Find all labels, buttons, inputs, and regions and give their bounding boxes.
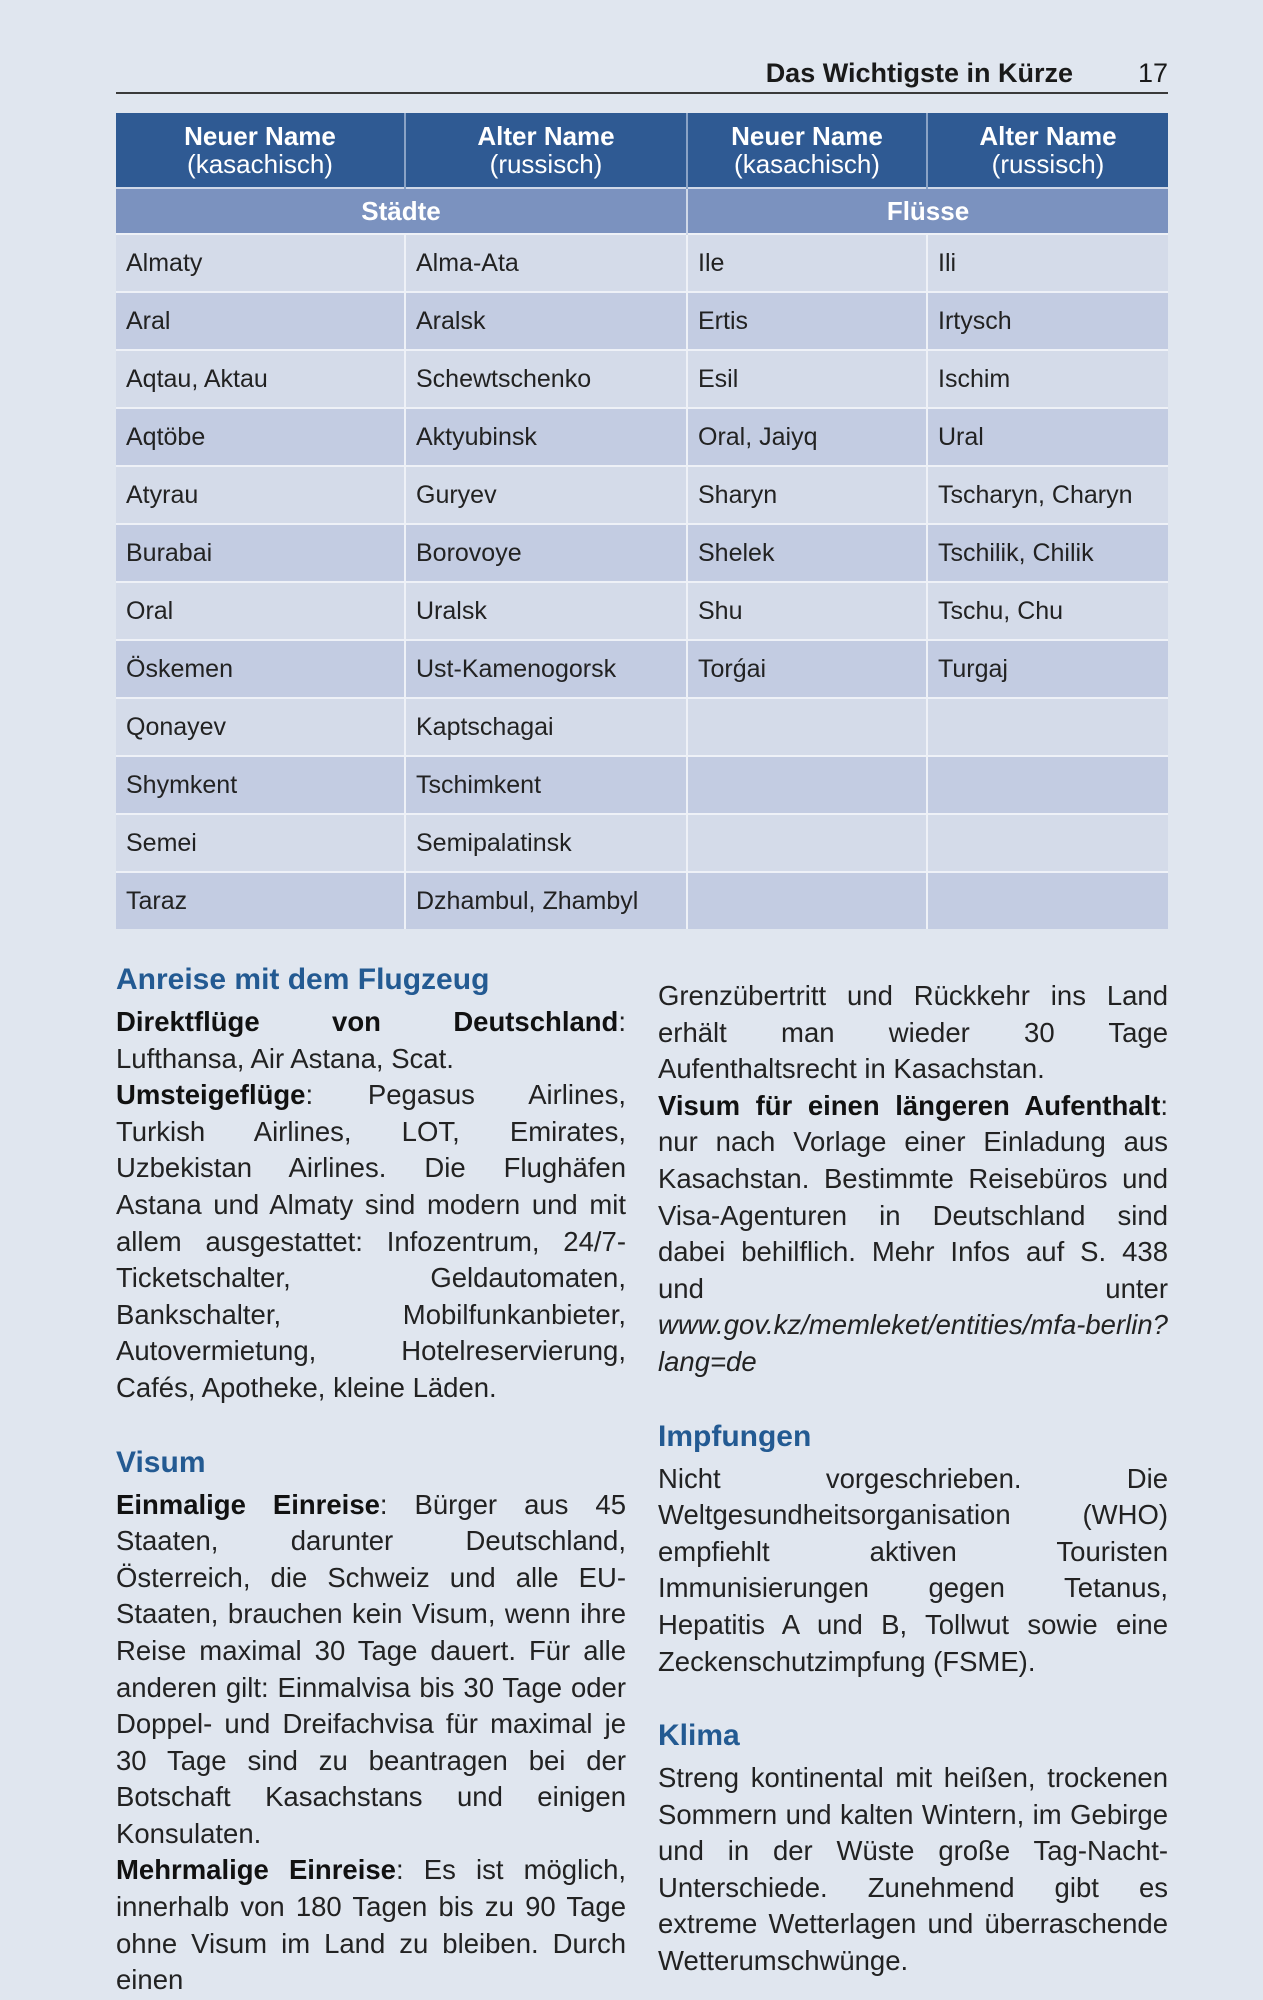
visa-continued-paragraph: Grenzübertritt und Rückkehr ins Land erhält man wieder 30 Tage Aufenthaltsrecht in Kasachstan. (658, 980, 1168, 1085)
climate-heading: Klima (658, 1719, 740, 1753)
column-header: Alter Name (russisch) (927, 113, 1168, 188)
city-old-name-cell: Alma-Ata (405, 234, 687, 292)
name-table (116, 113, 1168, 929)
visa-multi-paragraph: Mehrmalige Einreise: Es ist möglich, innerhalb von 180 Tagen bis zu 90 Tage ohne Visum im Land zu bleiben. Durch einen (116, 1854, 626, 1996)
city-old-name-cell: Aktyubinsk (405, 408, 687, 466)
group-header-row (116, 188, 1168, 234)
river-new-name-cell: Shu (687, 582, 927, 640)
city-new-name-cell: Öskemen (116, 640, 405, 698)
city-old-name-cell: Guryev (405, 466, 687, 524)
column-header: Neuer Name (kasachisch) (687, 113, 927, 188)
right-column (658, 978, 1168, 1980)
city-new-name-cell: Shymkent (116, 756, 405, 814)
flight-direct-paragraph: Direktflüge von Deutschland: Lufthansa, Air Astana, Scat. (116, 1006, 626, 1074)
running-title: Das Wichtigste in Kürze (765, 58, 1073, 88)
river-old-name-cell: Turgaj (927, 640, 1168, 698)
city-new-name-cell: Almaty (116, 234, 405, 292)
climate-paragraph: Streng kontinental mit heißen, trockenen Sommern und kalten Wintern, im Gebirge und in der Wüste große Tag-Nacht-Unterschiede. Zunehmend gibt es extreme Wetterlagen und überraschende Wetterumschwünge. (658, 1762, 1168, 1977)
multi-entry-label: Mehrmalige Einreise (116, 1854, 396, 1886)
city-new-name-cell: Taraz (116, 872, 405, 929)
river-new-name-cell: Shelek (687, 524, 927, 582)
river-old-name-cell: Tschilik, Chilik (927, 524, 1168, 582)
group-header-rivers: Flüsse (687, 188, 1168, 234)
table-row (116, 698, 1168, 756)
river-new-name-cell (687, 814, 927, 872)
city-new-name-cell: Aqtau, Aktau (116, 350, 405, 408)
river-old-name-cell: Tschu, Chu (927, 582, 1168, 640)
river-new-name-cell (687, 756, 927, 814)
table-row (116, 466, 1168, 524)
river-old-name-cell (927, 698, 1168, 756)
table-row (116, 350, 1168, 408)
river-new-name-cell: Ile (687, 234, 927, 292)
river-old-name-cell (927, 872, 1168, 929)
river-old-name-cell: Ural (927, 408, 1168, 466)
column-header-row (116, 113, 1168, 188)
table-row (116, 292, 1168, 350)
city-old-name-cell: Ust-Kamenogorsk (405, 640, 687, 698)
city-new-name-cell: Burabai (116, 524, 405, 582)
city-old-name-cell: Tschimkent (405, 756, 687, 814)
river-old-name-cell (927, 756, 1168, 814)
river-new-name-cell (687, 698, 927, 756)
river-new-name-cell: Ertis (687, 292, 927, 350)
river-new-name-cell: Sharyn (687, 466, 927, 524)
group-header-cities: Städte (116, 188, 687, 234)
city-new-name-cell: Aqtöbe (116, 408, 405, 466)
embassy-url: www.gov.kz/memleket/entities/mfa-berlin?lang=de (658, 1309, 1168, 1377)
river-old-name-cell (927, 814, 1168, 872)
city-new-name-cell: Atyrau (116, 466, 405, 524)
single-entry-label: Einmalige Einreise (116, 1488, 380, 1520)
long-stay-label: Visum für einen längeren Aufenthalt (658, 1089, 1161, 1121)
vaccination-paragraph: Nicht vorgeschrieben. Die Weltgesundheitsorganisation (WHO) empfiehlt aktiven Touristen Immunisierungen gegen Tetanus, Hepatitis A und B, Tollwut sowie eine Zeckenschutzimpfung (FSME). (658, 1462, 1168, 1677)
table-row (116, 524, 1168, 582)
flight-heading: Anreise mit dem Flugzeug (116, 963, 490, 996)
city-new-name-cell: Oral (116, 582, 405, 640)
river-old-name-cell: Tscharyn, Charyn (927, 466, 1168, 524)
city-new-name-cell: Qonayev (116, 698, 405, 756)
table-row (116, 582, 1168, 640)
left-column (116, 960, 626, 1999)
flight-transfer-paragraph: Umsteigeflüge: Pegasus Airlines, Turkish Airlines, LOT, Emirates, Uzbekistan Airlines. Die Flughäfen Astana und Almaty sind modern und mit allem ausgestattet: Infozentrum, 24/7-Ticketschalter, Geldautomaten, Bankschalter, Mobilfunkanbieter, Autovermietung, Hotelreservierung, Cafés, Apotheke, kleine Läden. (116, 1079, 626, 1403)
vaccination-heading: Impfungen (658, 1419, 812, 1453)
page-number: 17 (1137, 58, 1168, 88)
city-old-name-cell: Uralsk (405, 582, 687, 640)
column-header: Alter Name (russisch) (405, 113, 687, 188)
river-new-name-cell: Torǵai (687, 640, 927, 698)
table-row (116, 872, 1168, 929)
table-row (116, 640, 1168, 698)
city-new-name-cell: Semei (116, 814, 405, 872)
city-old-name-cell: Dzhambul, Zhambyl (405, 872, 687, 929)
city-new-name-cell: Aral (116, 292, 405, 350)
river-new-name-cell (687, 872, 927, 929)
visa-long-paragraph: Visum für einen längeren Aufenthalt: nur nach Vorlage einer Einladung aus Kasachstan. Bestimmte Reisebüros und Visa-Agenturen in Deutschland sind dabei behilflich. Mehr Infos auf S. 438 und unter www.gov.kz/memleket/entities/mfa-berlin?lang=de (658, 1089, 1168, 1377)
table-row (116, 234, 1168, 292)
running-header (116, 56, 1168, 94)
table-row (116, 408, 1168, 466)
direct-flights-label: Direktflüge von Deutschland (116, 1006, 619, 1037)
table-body (116, 234, 1168, 929)
city-old-name-cell: Kaptschagai (405, 698, 687, 756)
table-row (116, 814, 1168, 872)
river-old-name-cell: Irtysch (927, 292, 1168, 350)
transfer-flights-label: Umsteigeflüge (116, 1079, 306, 1111)
city-old-name-cell: Semipalatinsk (405, 814, 687, 872)
city-old-name-cell: Aralsk (405, 292, 687, 350)
table-row (116, 756, 1168, 814)
river-new-name-cell: Oral, Jaiyq (687, 408, 927, 466)
river-new-name-cell: Esil (687, 350, 927, 408)
column-header: Neuer Name (kasachisch) (116, 113, 405, 188)
visa-single-paragraph: Einmalige Einreise: Bürger aus 45 Staaten, darunter Deutschland, Österreich, die Schweiz und alle EU-Staaten, brauchen kein Visum, wenn ihre Reise maximal 30 Tage dauert. Für alle anderen gilt: Einmalvisa bis 30 Tage oder Doppel- und Dreifachvisa für maximal je 30 Tage sind zu beantragen bei der Botschaft Kasachstans und einigen Konsulaten. (116, 1488, 627, 1849)
city-old-name-cell: Borovoye (405, 524, 687, 582)
city-old-name-cell: Schewtschenko (405, 350, 687, 408)
river-old-name-cell: Ili (927, 234, 1168, 292)
river-old-name-cell: Ischim (927, 350, 1168, 408)
visa-heading: Visum (116, 1445, 206, 1479)
